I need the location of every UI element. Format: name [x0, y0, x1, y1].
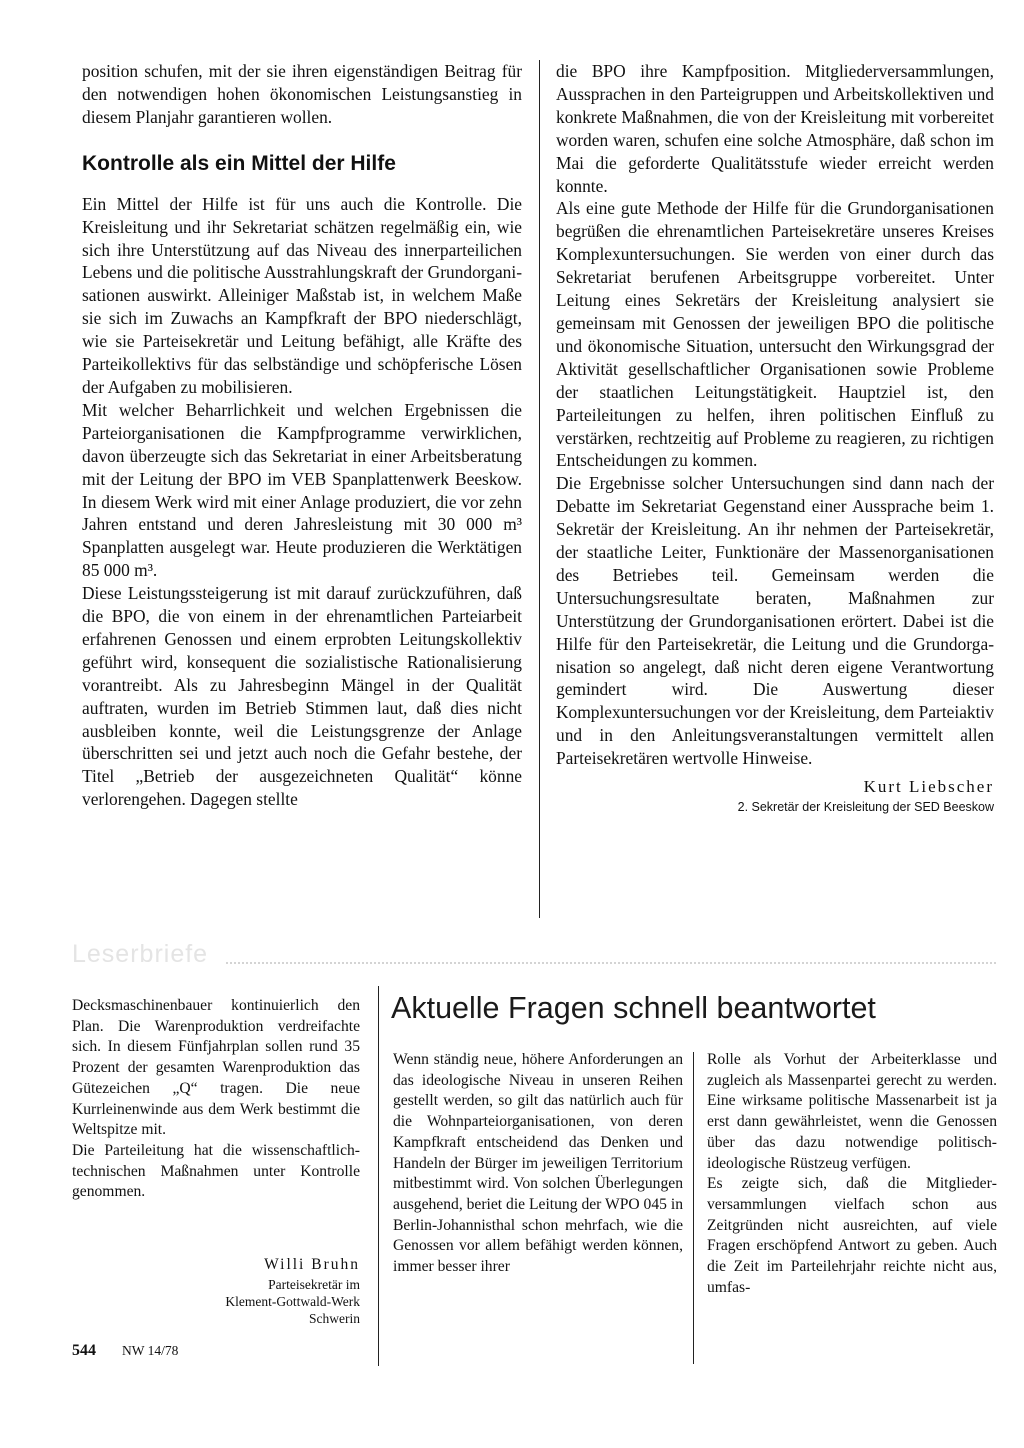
- section-rule: [226, 962, 996, 964]
- author-role: 2. Sekretär der Kreisleitung der SED Beeskow: [737, 800, 994, 814]
- article-title: Aktuelle Fragen schnell beantwortet: [391, 991, 876, 1025]
- lower-left-column: [72, 996, 360, 1327]
- author-role: Parteisekretär im: [268, 1276, 360, 1292]
- paragraph: Die Ergebnisse solcher Untersuchungen sind dann nach der Debatte im Sekretariat Gegenstand einer Aussprache beim 1. Sekretär der Kreisleitung. An ihr nehmen der Parteisekretär, der staatliche Leiter, Funktionäre der Massenorganisationen des Betriebes teil. Gemeinsam werden die Untersuchungsresultate beraten, Maßnahmen zur Unterstützung der Grundorganisationen erörtert. Dabei ist die Hilfe für den Parteisekretär, die Leitung und die Grundorganisation so angelegt, daß nicht deren eigene Verantwortung gemindert wird. Die Auswertung dieser Komplexuntersuchungen vor der Kreisleitung, dem Parteiaktiv und in den Anleitungsveranstaltungen vermittelt allen Parteisekretären wertvolle Hinweise.: [556, 473, 994, 769]
- letter-article: [378, 986, 997, 1366]
- paragraph: die BPO ihre Kampfposition. Mitgliederversammlungen, Aussprachen in den Parteigruppen und Arbeitskollektiven und konkrete Maßnahmen, die von der Kreisleitung mit vorbereitet worden waren, schufen eine solche Atmosphäre, daß schon im Mai die geforderte Qualitätsstufe wieder erreicht werden konnte.: [556, 61, 994, 196]
- paragraph: position schufen, mit der sie ihren eigenständigen Beitrag für den notwendigen hohen ökonomischen Leistungsanstieg in diesem Planjahr garantieren wollen.: [82, 61, 522, 127]
- author-role: Klement-Gottwald-Werk: [225, 1293, 360, 1309]
- column-divider: [539, 60, 540, 918]
- issue-label: NW 14/78: [122, 1343, 179, 1358]
- paragraph: Rolle als Vorhut der Arbeiterklasse und zugleich als Massenpartei gerecht zu werden. Eine wirksame politische Massenarbeit ist ja erst dann gewährleistet, wenn die Genossen über das dazu notwendige politisch-ideologische Rüstzeug verfügen.: [707, 1051, 997, 1172]
- paragraph: Diese Leistungssteigerung ist mit darauf zurückzuführen, daß die BPO, die von einem in der ehrenamtlichen Parteiarbeit erfahrenen Genossen und einem erprobten Leitungskollektiv geführt wird, konsequent die sozialistische Rationalisierung vorantreibt. Als zu Jahresbeginn Mängel in der Qualität auftraten, wurden im Betrieb Stimmen laut, daß dies nicht ausbleiben konnte, weil die Leistungsgrenze der Anlage überschritten sei und jetzt auch noch die Gefahr bestehe, der Titel „Betrieb der ausgezeichneten Qualität“ könne verlorengehen. Dagegen stellte: [82, 583, 522, 810]
- upper-right-column: [556, 60, 994, 815]
- article-column-right: [707, 1050, 997, 1298]
- section-label: Leserbriefe: [72, 940, 209, 968]
- author-name: Willi Bruhn: [264, 1256, 360, 1274]
- author-role: Schwerin: [309, 1310, 360, 1326]
- paragraph: Es zeigte sich, daß die Mitgliederversammlungen vielfach schon aus Zeitgründen nicht ausreichten, auf viele Fragen erschöpfend Antwort zu geben. Auch die Zeit im Parteilehrjahr reichte nicht aus, umfas-: [707, 1175, 997, 1296]
- page-footer: [72, 1342, 178, 1360]
- paragraph: Als eine gute Methode der Hilfe für die Grundorganisationen begrüßen die ehrenamtlichen Parteisekretäre unseres Kreises Komplexuntersuchungen. Sie werden von einer durch das Sekretariat berufenen Arbeitsgruppe vorbereitet. Unter Leitung eines Sekretärs der Kreisleitung analysiert sie gemeinsam mit Genossen der jeweiligen BPO die politische und ökonomische Situation, untersucht den Wirkungsgrad der Aktivität gesellschaftlicher Organisationen sowie Probleme der staatlichen Leitungstätigkeit. Hauptziel ist, den Parteileitungen zu helfen, ihren politischen Einfluß zu verstärken, rechtzeitig auf Probleme zu reagieren, zu richtigen Entscheidungen zu kommen.: [556, 198, 994, 471]
- article-column-left: [393, 1050, 683, 1278]
- upper-left-column: [82, 60, 522, 811]
- paragraph: Mit welcher Beharrlichkeit und welchen Ergebnissen die Parteiorganisationen die Kampfprogramme verwirklichen, davon überzeugte sich das Sekretariat in einer Arbeitsberatung mit der Leitung der BPO im VEB Spanplattenwerk Beeskow. In diesem Werk wird mit einer Anlage produziert, die vor zehn Jahren entstand und deren Jahresleistung mit 30 000 m³ Spanplatten ausgelegt war. Heute produzieren die Werktätigen 85 000 m³.: [82, 399, 522, 581]
- page-number: 544: [72, 1342, 96, 1359]
- paragraph: Die Parteileitung hat die wissenschaftlich-technischen Maßnahmen unter Kontrolle genommen.: [72, 1141, 360, 1201]
- paragraph: Ein Mittel der Hilfe ist für uns auch die Kontrolle. Die Kreisleitung und ihr Sekretariat schätzen regelmäßig ein, wie sich ihre Unterstützung auf das Niveau des innerparteilichen Lebens und die politische Ausstrahlungskraft der Grundorganisationen auswirkt. Alleiniger Maßstab ist, in welchem Maße sie sich im Zuwachs an Kampfkraft der BPO niederschlägt, wie sie Parteisekretär und Leitung befähigt, alle Kräfte des Parteikollektivs für das selbständige und schöpferische Lösen der Aufgaben zu mobilisieren.: [82, 193, 522, 397]
- section-heading: Kontrolle als ein Mittel der Hilfe: [82, 151, 396, 175]
- paragraph: Wenn ständig neue, höhere Anforderungen an das ideologische Niveau in unseren Reihen gestellt werden, so gilt das natürlich auch für die Wohnparteiorganisationen, von deren Kampfkraft entscheidend das Denken und Handeln der Bürger im jeweiligen Territorium mitbestimmt wird. Von solchen Überlegungen ausgehend, beriet die Leitung der WPO 045 in Berlin-Johannisthal schon mehrfach, wie die Genossen vor allem befähigt werden können, immer besser ihrer: [393, 1051, 683, 1276]
- author-name: Kurt Liebscher: [863, 777, 994, 797]
- paragraph: Decksmaschinenbauer kontinuierlich den Plan. Die Warenproduktion verdreifachte sich. In diesem Fünfjahrplan sollen rund 35 Prozent der gesamten Warenproduktion das Gütezeichen „Q“ tragen. Die neue Kurrleinenwinde aus dem Werk bestimmt die Weltspitze mit.: [72, 997, 360, 1139]
- column-divider: [693, 1052, 694, 1364]
